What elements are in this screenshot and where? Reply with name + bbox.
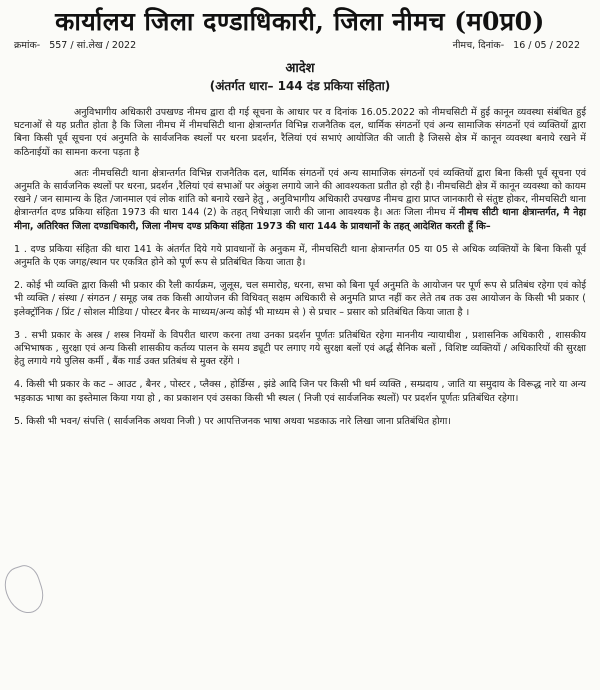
order-paragraph-text: अतः नीमचसिटी थाना क्षेत्रान्तर्गत विभिन्न राजनैतिक दल, धार्मिक संगठनों एवं अन्य सामाजिक संगठनों एवं व्यक्तियों द्वारा बिना किसी पूर्व सूचना एवं अनुमति के सार्वजनिक स्थलों पर धरना, प्रदर्शन ,रैलियां एवं सभाओं पर अंकुश लगाये जाने की आवश्यकता प्रतीत हो रही है। नीमचसिटी क्षेत्र में कानून व्यवस्था को कायम रखने / जन सामान्य के हित /जानमाल एवं लोक शांति को बनाये रखने हेतु , अनुविभागीय अधिकारी उपखण्ड नीमच द्वारा प्राप्त जानकारी से संतुष्ट होकर, नीमचसिटी थाना क्षेत्रान्तर्गत दण्ड प्रकिया संहिता 1973 की धारा 144 (2) के तहत् निषेधाज्ञा जारी की जाना आवश्यक है। अतः जिला नीमच में [14, 167, 586, 219]
order-paragraph [14, 167, 586, 233]
reference-label: क्रमांक- [14, 40, 41, 51]
order-paragraph-bold: नीमच सीटी थाना क्षेत्रान्तर्गत, मै नेहा मीना, अतिरिक्त जिला दण्डाधिकारी, जिला नीमच दण्ड प्रकिया संहिता 1973 की धारा 144 के प्रावधानों के तहत् आदेशित करती हूँ कि– [14, 207, 586, 232]
clause-5: 5. किसी भी भवन/ संपत्ति ( सार्वजनिक अथवा निजी ) पर आपत्तिजनक भाषा अथवा भडकाऊ नारे लिखा जाना प्रतिबंधित होगा। [14, 415, 451, 427]
order-subheading: (अंतर्गत धारा– 144 दंड प्रकिया संहिता) [209, 79, 391, 93]
place-date-label: नीमच, दिनांक- [452, 40, 505, 51]
ink-mark-icon [0, 562, 49, 619]
reference-line [14, 39, 586, 53]
clause-3: 3 . सभी प्रकार के अस्त्र / शस्त्र नियमों के विपरीत धारण करना तथा उनका प्रदर्शन पूर्णतः प्रतिबंधित रहेगा माननीय न्यायाधीश , प्रशासनिक अधिकारी , शासकीय अभिभाषक , सुरक्षा एवं अन्य किसी शासकीय कर्तव्य पालन के समय ड्यूटी पर लगाए गये सुरक्षा बलों एवं अर्द्ध सैनिक बलों , विशिष्ट व्यक्तियों / अधिकारियों की सुरक्षा हेतु लगाये गये पुलिस कर्मी , बैंक गार्ड उक्त प्रतिबंध से मुक्त रहेंगे । [14, 329, 586, 368]
office-title: कार्यालय जिला दण्डाधिकारी, जिला नीमच (म0प्र0) [55, 7, 545, 36]
clause-1: 1 . दण्ड प्रकिया संहिता की धारा 141 के अंतर्गत दिये गये प्रावधानों के अनुकम में, नीमचसिटी थाना क्षेत्रान्तर्गत 05 या 05 से अधिक व्यक्तियों के बिना किसी पूर्व अनुमति के एक जगह/स्थान पर एकत्रित होने को पूर्ण रूप से प्रतिबंधित किया जाता है। [14, 243, 586, 269]
clause-4: 4. किसी भी प्रकार के कट – आउट , बैनर , पोस्टर , प्लैक्स , होर्डिग्स , झंडे आदि जिन पर किसी भी धर्म व्यक्ति , सम्प्रदाय , जाति या समुदाय के विरूद्ध नारे या अन्य भड़काऊ भाषा का इस्तेमाल किया गया हो , का प्रकाशन एवं उसका किसी भी स्थल ( निजी एवं सार्वजनिक स्थलों) पर प्रदर्शन पूर्णतः प्रतिबंधित रहेगा। [14, 379, 586, 404]
intro-paragraph: अनुविभागीय अधिकारी उपखण्ड नीमच द्वारा दी गई सूचना के आधार पर व दिनांक 16.05.2022 को नीमचसिटी में हुई कानून व्यवस्था संबंधित हुई घटनाओं से यह प्रतीत होता है कि जिला नीमच में नीमचसिटी थाना क्षेत्रान्तर्गत विभिन्न राजनैतिक दल, धार्मिक संगठनों एवं अन्य सामाजिक संगठनों एवं व्यक्तियों द्वारा बिना किसी पूर्व सूचना एवं अनुमति के सार्वजनिक स्थलों पर धरना प्रदर्शन, रैलियां एवं सभाएं आयोजित की जाती है जिससे क्षेत्र में कानून व्यवस्था बनाये रखने में कठिनाईयों का सामना करना पड़ता है [14, 107, 586, 158]
reference-number-block [14, 39, 142, 53]
order-heading: आदेश [285, 61, 315, 76]
place-date-block [453, 39, 586, 53]
clause-2: 2. कोई भी व्यक्ति द्वारा किसी भी प्रकार की रैली कार्यक्रम, जुलूस, चल समारोह, धरना, सभा को बिना पूर्व अनुमति के आयोजन पर पूर्ण रूप से प्रतिबंध रहेगा एवं कोई भी व्यक्ति / संस्था / संगठन / समूह जब तक किसी आयोजन की विधिवत् सक्षम अधिकारी से अनुमति प्राप्त नहीं कर लेते तब तक उस आयोजन के किसी भी प्रकार ( इलेक्ट्रॉनिक / प्रिंट / सोशल मीडिया / पोस्टर बैनर के माध्यम/अन्य कोई भी माध्यम से ) से प्रचार – प्रसार को प्रतिबंधित किया जाता है । [14, 280, 586, 318]
reference-number: 557 / सां.लेख / 2022 [49, 40, 137, 51]
order-date: 16 / 05 / 2022 [513, 40, 580, 51]
